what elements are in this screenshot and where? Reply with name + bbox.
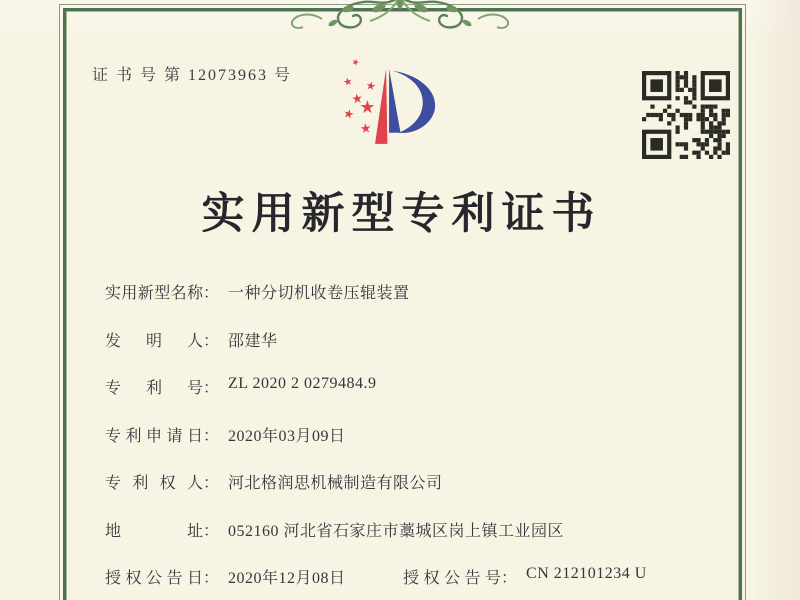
field-label: 授权公告日 bbox=[105, 570, 203, 587]
field-row-address bbox=[105, 518, 564, 541]
field-value: 一种分切机收卷压辊装置 bbox=[228, 285, 410, 302]
field-value: 2020年12月08日 bbox=[228, 570, 346, 587]
colon: ： bbox=[501, 570, 518, 587]
colon: ： bbox=[203, 570, 220, 587]
field-row-grant-date bbox=[105, 565, 647, 588]
field-label: 实用新型名称 bbox=[105, 285, 203, 302]
field-row-patentee bbox=[105, 470, 443, 493]
field-value: 河北格润思机械制造有限公司 bbox=[228, 475, 443, 492]
field-value: CN 212101234 U bbox=[526, 565, 647, 582]
certificate-title: 实用新型专利证书 bbox=[201, 191, 602, 238]
field-label: 专利权人 bbox=[105, 475, 203, 492]
field-value: 邵建华 bbox=[228, 333, 278, 350]
colon: ： bbox=[203, 523, 220, 540]
field-label: 发明人 bbox=[105, 333, 203, 350]
field-row-filing-date bbox=[105, 423, 346, 446]
certificate-number: 证 书 号 第 12073963 号 bbox=[92, 67, 293, 84]
field-value: ZL 2020 2 0279484.9 bbox=[228, 375, 377, 392]
field-value: 052160 河北省石家庄市藁城区岗上镇工业园区 bbox=[228, 523, 565, 540]
field-grant-number bbox=[403, 565, 647, 588]
colon: ： bbox=[203, 380, 220, 397]
field-label: 授权公告号 bbox=[403, 570, 501, 587]
colon: ： bbox=[203, 428, 220, 445]
colon: ： bbox=[203, 333, 220, 350]
colon: ： bbox=[203, 285, 220, 302]
field-value: 2020年03月09日 bbox=[228, 428, 346, 445]
colon: ： bbox=[203, 475, 220, 492]
field-row-patent-number bbox=[105, 375, 376, 398]
field-row-inventor bbox=[105, 328, 278, 351]
field-label: 地址 bbox=[105, 523, 203, 540]
field-row-utility-model-name bbox=[105, 280, 410, 303]
field-label: 专利号 bbox=[105, 380, 203, 397]
field-label: 专利申请日 bbox=[105, 428, 203, 445]
